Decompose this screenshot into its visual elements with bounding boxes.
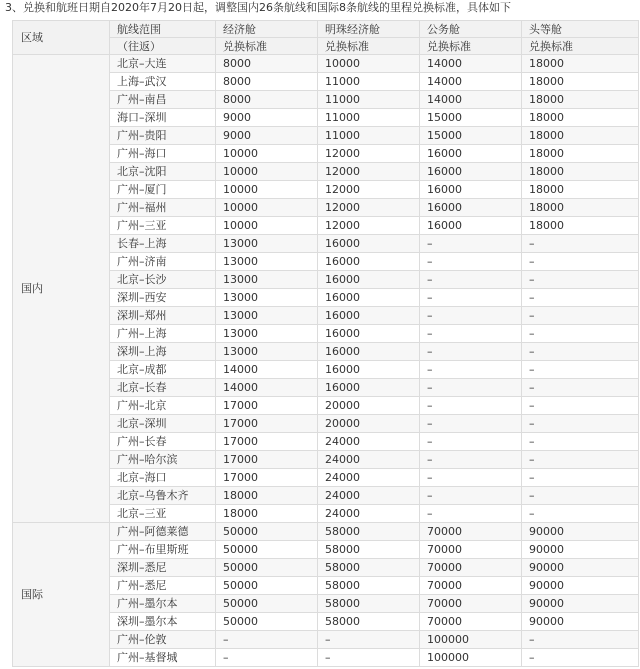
business-cell: – xyxy=(420,271,522,289)
first-cell: 90000 xyxy=(522,559,639,577)
economy-cell: 50000 xyxy=(216,523,318,541)
economy-cell: 17000 xyxy=(216,451,318,469)
business-cell: – xyxy=(420,415,522,433)
pearl-economy-cell: 12000 xyxy=(318,163,420,181)
header-pearl-1: 明珠经济舱 xyxy=(318,21,420,38)
header-first-1: 头等舱 xyxy=(522,21,639,38)
business-cell: – xyxy=(420,235,522,253)
header-region: 区域 xyxy=(13,21,110,55)
economy-cell: 18000 xyxy=(216,505,318,523)
first-cell: – xyxy=(522,415,639,433)
region-cell: 国内 xyxy=(13,55,110,523)
route-cell: 北京–长沙 xyxy=(110,271,216,289)
pearl-economy-cell: 12000 xyxy=(318,145,420,163)
business-cell: – xyxy=(420,343,522,361)
route-cell: 广州–布里斯班 xyxy=(110,541,216,559)
pearl-economy-cell: 16000 xyxy=(318,253,420,271)
pearl-economy-cell: 12000 xyxy=(318,199,420,217)
first-cell: – xyxy=(522,433,639,451)
pearl-economy-cell: 24000 xyxy=(318,487,420,505)
business-cell: 70000 xyxy=(420,523,522,541)
first-cell: – xyxy=(522,631,639,649)
route-cell: 广州–墨尔本 xyxy=(110,595,216,613)
route-cell: 北京–成都 xyxy=(110,361,216,379)
business-cell: – xyxy=(420,433,522,451)
pearl-economy-cell: 11000 xyxy=(318,73,420,91)
business-cell: 70000 xyxy=(420,541,522,559)
business-cell: – xyxy=(420,397,522,415)
business-cell: – xyxy=(420,307,522,325)
business-cell: – xyxy=(420,487,522,505)
economy-cell: 13000 xyxy=(216,325,318,343)
first-cell: – xyxy=(522,505,639,523)
business-cell: 15000 xyxy=(420,109,522,127)
pearl-economy-cell: – xyxy=(318,649,420,667)
route-cell: 深圳–西安 xyxy=(110,289,216,307)
economy-cell: 13000 xyxy=(216,307,318,325)
pearl-economy-cell: 12000 xyxy=(318,181,420,199)
route-cell: 北京–三亚 xyxy=(110,505,216,523)
pearl-economy-cell: 20000 xyxy=(318,397,420,415)
economy-cell: 50000 xyxy=(216,559,318,577)
route-cell: 北京–大连 xyxy=(110,55,216,73)
first-cell: – xyxy=(522,397,639,415)
table-row xyxy=(13,523,639,541)
economy-cell: 50000 xyxy=(216,577,318,595)
route-cell: 广州–三亚 xyxy=(110,217,216,235)
economy-cell: – xyxy=(216,631,318,649)
economy-cell: 50000 xyxy=(216,595,318,613)
business-cell: 16000 xyxy=(420,145,522,163)
first-cell: – xyxy=(522,487,639,505)
pearl-economy-cell: 24000 xyxy=(318,505,420,523)
economy-cell: – xyxy=(216,649,318,667)
first-cell: – xyxy=(522,649,639,667)
route-cell: 广州–福州 xyxy=(110,199,216,217)
economy-cell: 10000 xyxy=(216,217,318,235)
business-cell: 100000 xyxy=(420,631,522,649)
header-business-1: 公务舱 xyxy=(420,21,522,38)
business-cell: 16000 xyxy=(420,217,522,235)
route-cell: 广州–伦敦 xyxy=(110,631,216,649)
route-cell: 深圳–墨尔本 xyxy=(110,613,216,631)
first-cell: – xyxy=(522,289,639,307)
economy-cell: 13000 xyxy=(216,271,318,289)
business-cell: 16000 xyxy=(420,199,522,217)
pearl-economy-cell: – xyxy=(318,631,420,649)
business-cell: 15000 xyxy=(420,127,522,145)
first-cell: 18000 xyxy=(522,199,639,217)
first-cell: – xyxy=(522,469,639,487)
first-cell: 18000 xyxy=(522,127,639,145)
business-cell: – xyxy=(420,505,522,523)
pearl-economy-cell: 58000 xyxy=(318,559,420,577)
business-cell: – xyxy=(420,253,522,271)
economy-cell: 10000 xyxy=(216,145,318,163)
economy-cell: 9000 xyxy=(216,127,318,145)
route-cell: 广州–北京 xyxy=(110,397,216,415)
business-cell: 14000 xyxy=(420,73,522,91)
pearl-economy-cell: 20000 xyxy=(318,415,420,433)
business-cell: – xyxy=(420,469,522,487)
header-route-2: （往返） xyxy=(110,38,216,55)
economy-cell: 13000 xyxy=(216,289,318,307)
route-cell: 广州–哈尔滨 xyxy=(110,451,216,469)
first-cell: 18000 xyxy=(522,109,639,127)
route-cell: 北京–乌鲁木齐 xyxy=(110,487,216,505)
economy-cell: 18000 xyxy=(216,487,318,505)
pearl-economy-cell: 11000 xyxy=(318,109,420,127)
pearl-economy-cell: 16000 xyxy=(318,343,420,361)
economy-cell: 17000 xyxy=(216,415,318,433)
route-cell: 广州–阿德莱德 xyxy=(110,523,216,541)
first-cell: – xyxy=(522,451,639,469)
pearl-economy-cell: 16000 xyxy=(318,361,420,379)
table-header xyxy=(13,21,639,55)
pearl-economy-cell: 24000 xyxy=(318,469,420,487)
route-cell: 北京–长春 xyxy=(110,379,216,397)
economy-cell: 10000 xyxy=(216,199,318,217)
header-first-2: 兑换标准 xyxy=(522,38,639,55)
route-cell: 北京–海口 xyxy=(110,469,216,487)
business-cell: 70000 xyxy=(420,613,522,631)
economy-cell: 10000 xyxy=(216,181,318,199)
table-row xyxy=(13,55,639,73)
economy-cell: 50000 xyxy=(216,613,318,631)
pearl-economy-cell: 11000 xyxy=(318,127,420,145)
first-cell: 18000 xyxy=(522,91,639,109)
pearl-economy-cell: 16000 xyxy=(318,271,420,289)
route-cell: 北京–沈阳 xyxy=(110,163,216,181)
economy-cell: 17000 xyxy=(216,469,318,487)
route-cell: 深圳–上海 xyxy=(110,343,216,361)
pearl-economy-cell: 58000 xyxy=(318,595,420,613)
economy-cell: 50000 xyxy=(216,541,318,559)
first-cell: 90000 xyxy=(522,541,639,559)
economy-cell: 9000 xyxy=(216,109,318,127)
first-cell: 90000 xyxy=(522,595,639,613)
business-cell: 14000 xyxy=(420,55,522,73)
header-pearl-2: 兑换标准 xyxy=(318,38,420,55)
economy-cell: 14000 xyxy=(216,361,318,379)
first-cell: – xyxy=(522,343,639,361)
route-cell: 广州–济南 xyxy=(110,253,216,271)
first-cell: 18000 xyxy=(522,145,639,163)
first-cell: 90000 xyxy=(522,577,639,595)
business-cell: 70000 xyxy=(420,595,522,613)
economy-cell: 17000 xyxy=(216,433,318,451)
economy-cell: 13000 xyxy=(216,235,318,253)
first-cell: – xyxy=(522,253,639,271)
economy-cell: 8000 xyxy=(216,91,318,109)
pearl-economy-cell: 58000 xyxy=(318,541,420,559)
first-cell: 18000 xyxy=(522,73,639,91)
pearl-economy-cell: 12000 xyxy=(318,217,420,235)
first-cell: 90000 xyxy=(522,523,639,541)
business-cell: – xyxy=(420,379,522,397)
first-cell: – xyxy=(522,361,639,379)
route-cell: 广州–上海 xyxy=(110,325,216,343)
intro-text: 3、兑换和航班日期自2020年7月20日起，调整国内26条航线和国际8条航线的里程兑换标准，具体如下 xyxy=(5,1,511,14)
pearl-economy-cell: 58000 xyxy=(318,523,420,541)
first-cell: 18000 xyxy=(522,55,639,73)
economy-cell: 8000 xyxy=(216,55,318,73)
route-cell: 广州–贵阳 xyxy=(110,127,216,145)
route-cell: 广州–悉尼 xyxy=(110,577,216,595)
pearl-economy-cell: 58000 xyxy=(318,577,420,595)
pearl-economy-cell: 16000 xyxy=(318,307,420,325)
pearl-economy-cell: 16000 xyxy=(318,379,420,397)
route-cell: 海口–深圳 xyxy=(110,109,216,127)
business-cell: – xyxy=(420,451,522,469)
header-business-2: 兑换标准 xyxy=(420,38,522,55)
first-cell: 90000 xyxy=(522,613,639,631)
route-cell: 广州–南昌 xyxy=(110,91,216,109)
business-cell: – xyxy=(420,361,522,379)
first-cell: 18000 xyxy=(522,163,639,181)
first-cell: – xyxy=(522,379,639,397)
economy-cell: 8000 xyxy=(216,73,318,91)
first-cell: – xyxy=(522,307,639,325)
pearl-economy-cell: 16000 xyxy=(318,289,420,307)
first-cell: – xyxy=(522,235,639,253)
region-cell: 国际 xyxy=(13,523,110,667)
header-economy-2: 兑换标准 xyxy=(216,38,318,55)
route-cell: 上海–武汉 xyxy=(110,73,216,91)
header-route-1: 航线范围 xyxy=(110,21,216,38)
economy-cell: 14000 xyxy=(216,379,318,397)
business-cell: 100000 xyxy=(420,649,522,667)
economy-cell: 13000 xyxy=(216,343,318,361)
header-economy-1: 经济舱 xyxy=(216,21,318,38)
route-cell: 广州–基督城 xyxy=(110,649,216,667)
economy-cell: 10000 xyxy=(216,163,318,181)
business-cell: – xyxy=(420,325,522,343)
pearl-economy-cell: 24000 xyxy=(318,433,420,451)
economy-cell: 13000 xyxy=(216,253,318,271)
first-cell: – xyxy=(522,271,639,289)
pearl-economy-cell: 16000 xyxy=(318,235,420,253)
business-cell: 70000 xyxy=(420,559,522,577)
business-cell: – xyxy=(420,289,522,307)
route-cell: 广州–厦门 xyxy=(110,181,216,199)
first-cell: 18000 xyxy=(522,181,639,199)
business-cell: 14000 xyxy=(420,91,522,109)
pearl-economy-cell: 24000 xyxy=(318,451,420,469)
pearl-economy-cell: 11000 xyxy=(318,91,420,109)
economy-cell: 17000 xyxy=(216,397,318,415)
route-cell: 深圳–郑州 xyxy=(110,307,216,325)
table-body xyxy=(13,55,639,667)
route-cell: 长春–上海 xyxy=(110,235,216,253)
first-cell: 18000 xyxy=(522,217,639,235)
business-cell: 70000 xyxy=(420,577,522,595)
pearl-economy-cell: 16000 xyxy=(318,325,420,343)
route-cell: 北京–深圳 xyxy=(110,415,216,433)
pearl-economy-cell: 58000 xyxy=(318,613,420,631)
route-cell: 广州–海口 xyxy=(110,145,216,163)
route-cell: 广州–长春 xyxy=(110,433,216,451)
first-cell: – xyxy=(522,325,639,343)
pearl-economy-cell: 10000 xyxy=(318,55,420,73)
route-cell: 深圳–悉尼 xyxy=(110,559,216,577)
business-cell: 16000 xyxy=(420,181,522,199)
mileage-table xyxy=(12,20,639,667)
business-cell: 16000 xyxy=(420,163,522,181)
